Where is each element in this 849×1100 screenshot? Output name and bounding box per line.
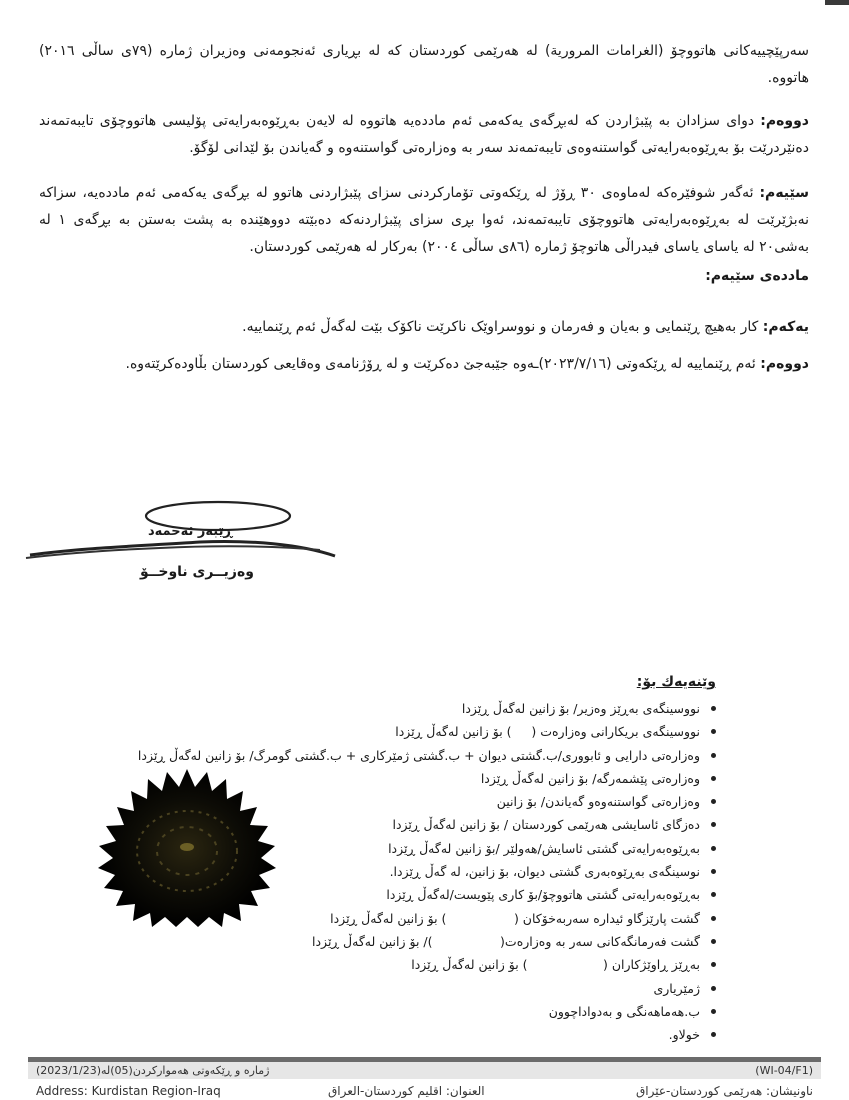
list-item: نووسینگەی بەڕێز وەزیر/ بۆ زانین لەگەڵ ڕێزدا	[138, 697, 716, 720]
list-item: وەزارەتی گواستنەوەو گەیاندن/ بۆ زانین	[138, 790, 716, 813]
paragraph-text: دوای سزادان بە پێبژاردن کە لەبڕگەی یەکەمی ئەم ماددەیە هاتووە لە لایەن بەڕێوەبەرایەتی پۆلیسی هاتووچۆی تایبەتمەند دەنێردرێت بۆ بەڕێوەبەرایەتی گواستنەوەی تایبەتمەند سەر بە وەزارەتی گواستنەوە و گەیاندن بۆ لێدانی لۆگۆ.	[39, 113, 809, 156]
footer-address	[28, 1084, 821, 1100]
paragraph-label: دووەم:	[760, 113, 809, 129]
list-item: وەزارەتی دارایی و ئابووری/ب.گشتی دیوان + ب.گشتی ژمێرکاری + ب.گشتی گومرگ/ بۆ زانین لەگەڵ ڕێزدا	[138, 744, 716, 767]
list-item: نوسینگەی بەڕێوەبەری گشتی دیوان، بۆ زانین، لە گەڵ ڕێزدا.	[138, 860, 716, 883]
address-english: Address: Kurdistan Region-Iraq	[36, 1084, 221, 1098]
item-label: یەکەم:	[762, 319, 809, 335]
scan-edge-mark	[825, 0, 849, 5]
signatory-title: وەزیــری ناوخــۆ	[140, 564, 254, 580]
item-label: دووەم:	[760, 356, 809, 372]
footer-form-band	[28, 1062, 821, 1079]
approval-reference: ژمارە و ڕێکەوتی هەموارکردن(05)لە(2023/1/23)	[36, 1064, 270, 1077]
official-seal-icon	[83, 767, 291, 927]
form-code: (WI-04/F1)	[755, 1064, 813, 1077]
list-item: بەڕێوەبەرایەتی گشتی هاتووچۆ/بۆ کاری پێویست/لەگەڵ ڕێزدا	[138, 883, 716, 906]
paragraph-intro	[39, 38, 809, 92]
article-item-1	[39, 314, 809, 341]
address-arabic: العنوان: اقليم كوردستان-العراق	[328, 1084, 485, 1098]
item-text: کار بەهیچ ڕێنمایی و بەیان و فەرمان و نووسراوێک ناکرێت ناکۆک بێت لەگەڵ ئەم ڕێنماییە.	[242, 319, 763, 335]
list-item: گشت فەرمانگەکانی سەر بە وەزارەت( )/ بۆ زانین لەگەڵ ڕێزدا	[138, 930, 716, 953]
list-item: ب.هەماهەنگی و بەدواداچوون	[138, 1000, 716, 1023]
paragraph-third	[39, 180, 809, 261]
list-item: وەزارەتی پێشمەرگە/ بۆ زانین لەگەڵ ڕێزدا	[138, 767, 716, 790]
list-item: خولاو.	[138, 1023, 716, 1046]
paragraph-text: ئەگەر شوفێرەکە لەماوەی ٣٠ ڕۆژ لە ڕێکەوتی تۆمارکردنی سزای پێبژاردنی هاتوو لە بڕگەی یەکەمی ئەم ماددەیە، سزاکە نەبژێرێت لە بەڕێوەبەرایەتی هاتووچۆی تایبەتمەند، ئەوا بڕی سزای پێبژاردنەکە دەبێتە دووهێندە بە پشت بەستن بە بڕگەی ١ لە بەشی٢٠ لە یاسای یاسای فیدراڵی هاتوچۆ ژمارە (٨٦ی ساڵی ٢٠٠٤) بەرکار لە هەرێمی کوردستان.	[39, 185, 810, 255]
signatory-name: ڕێبەر ئەحمەد	[148, 524, 233, 539]
article-heading: ماددەی سێیەم:	[705, 268, 809, 284]
paragraph-text: سەرپێچییەکانی هاتووچۆ (الغرامات المرورية) لە هەرێمی کوردستان کە لە بڕیاری ئەنجومەنی وەزیران ژمارە (٧٩ی ساڵی ٢٠١٦) هاتووە.	[39, 43, 809, 86]
list-item: نووسینگەی بریکارانی وەزارەت ( ) بۆ زانین لەگەڵ ڕێزدا	[138, 720, 716, 743]
paragraph-second	[39, 108, 809, 162]
list-item: دەزگای ئاسایشی هەرێمی کوردستان / بۆ زانین لەگەڵ ڕێزدا	[138, 813, 716, 836]
signature-block	[20, 498, 350, 598]
copies-heading: وێنەیەك بۆ:	[636, 674, 716, 690]
list-item: بەڕێوەبەرایەتی گشتی ئاسایش/هەولێر /بۆ زانین لەگەڵ ڕێزدا	[138, 837, 716, 860]
paragraph-label: سێیەم:	[759, 185, 809, 201]
address-kurdish: ناونیشان: هەرێمی کوردستان-عێراق	[635, 1084, 813, 1098]
list-item: بەڕێز ڕاوێژکاران ( ) بۆ زانین لەگەڵ ڕێزدا	[138, 953, 716, 976]
article-item-2	[39, 351, 809, 378]
list-item: ژمێریاری	[138, 977, 716, 1000]
list-item: گشت پارێزگاو ئیدارە سەربەخۆکان ( ) بۆ زانین لەگەڵ ڕێزدا	[138, 907, 716, 930]
item-text: ئەم ڕێنماییە لە ڕێکەوتی (٢٠٢٣/٧/١٦)ـەوە جێبەجێ دەکرێت و لە ڕۆژنامەی وەقایعی کوردستان بڵاودەکرێتەوە.	[125, 356, 761, 372]
